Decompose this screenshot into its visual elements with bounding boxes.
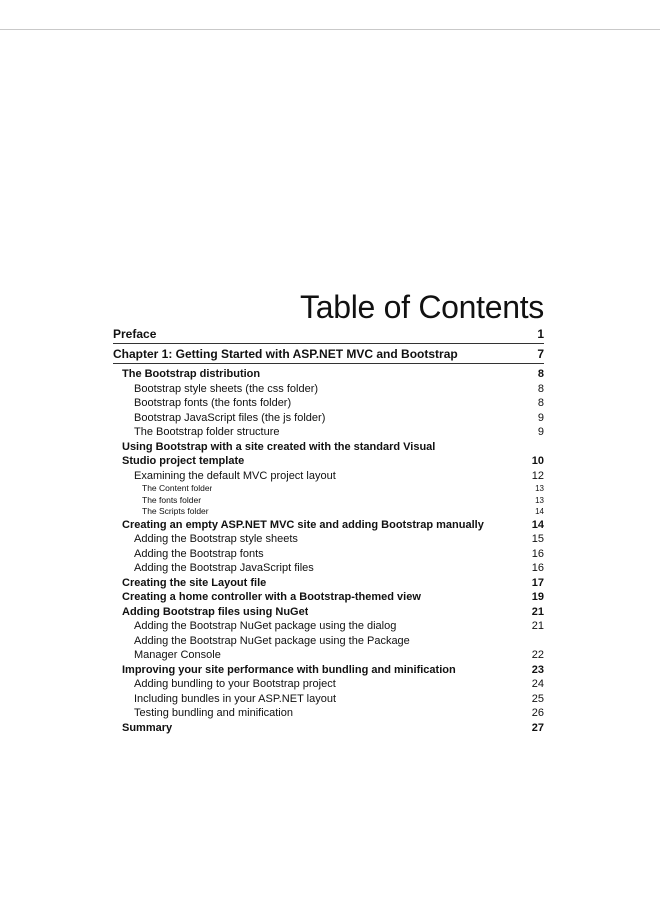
- toc-entry[interactable]: [113, 605, 544, 620]
- toc-entry-label: Chapter 1: Getting Started with ASP.NET MVC and Bootstrap: [113, 347, 458, 361]
- toc-entry-page-number: 10: [531, 455, 544, 467]
- toc-entry[interactable]: [113, 677, 544, 692]
- toc-entry[interactable]: [113, 561, 544, 576]
- toc-entry[interactable]: [113, 411, 544, 426]
- toc-entry-page-number: 13: [535, 484, 544, 493]
- toc-entry[interactable]: [113, 547, 544, 562]
- toc-entry[interactable]: [113, 469, 544, 484]
- toc-entry-page-number: 8: [537, 382, 544, 395]
- toc-entry-page-number: 8: [537, 368, 544, 380]
- toc-entry-page-number: 12: [531, 469, 544, 482]
- toc-entry[interactable]: [113, 425, 544, 440]
- toc-entry-label: Adding the Bootstrap JavaScript files: [134, 562, 314, 574]
- toc-entry-label: Adding the Bootstrap NuGet package using the dialog: [134, 620, 397, 632]
- toc-entry-page-number: 24: [531, 678, 544, 690]
- toc-entry[interactable]: [113, 532, 544, 547]
- toc-entry-label: Including bundles in your ASP.NET layout: [134, 692, 337, 705]
- toc-entry[interactable]: [113, 327, 544, 344]
- page-title: Table of Contents: [300, 289, 544, 326]
- toc-entry[interactable]: [113, 648, 544, 663]
- toc-entry[interactable]: [113, 576, 544, 591]
- toc-entry-label: Preface: [113, 327, 157, 341]
- toc-entry-label: Bootstrap fonts (the fonts folder): [134, 397, 292, 409]
- toc-entry-page-number: 14: [531, 518, 544, 531]
- toc-entry-page-number: 23: [531, 663, 544, 676]
- toc-entry-label: The Scripts folder: [142, 506, 209, 516]
- toc-entry-label: Creating the site Layout file: [122, 576, 267, 589]
- toc-entry-page-number: 21: [531, 620, 544, 632]
- toc-entry-page-number: 9: [537, 411, 544, 424]
- toc-entry-page-number: 14: [535, 507, 544, 516]
- toc-entry[interactable]: [113, 440, 544, 455]
- toc-entry[interactable]: [113, 367, 544, 382]
- toc-entry-label: Manager Console: [134, 649, 221, 661]
- toc-entry[interactable]: [113, 347, 544, 364]
- toc-entry[interactable]: [113, 590, 544, 605]
- toc-entry-label: Using Bootstrap with a site created with the standard Visual: [122, 440, 436, 453]
- toc-entry-page-number: 16: [531, 562, 544, 574]
- toc-entry-label: Testing bundling and minification: [134, 707, 293, 719]
- toc-entry-page-number: 7: [537, 347, 544, 361]
- page-top-divider: [0, 29, 660, 30]
- toc-entry[interactable]: [113, 382, 544, 397]
- toc-entry-label: Summary: [122, 721, 173, 734]
- toc-entry-page-number: 22: [531, 649, 544, 661]
- toc-entry-page-number: 21: [531, 605, 544, 618]
- toc-entry[interactable]: [113, 506, 544, 518]
- toc-entry-page-number: 1: [537, 327, 544, 341]
- toc-entry-label: Adding bundling to your Bootstrap project: [134, 678, 336, 690]
- toc-entry-label: Adding Bootstrap files using NuGet: [122, 605, 309, 618]
- toc-entry[interactable]: [113, 483, 544, 495]
- toc-entry-label: Examining the default MVC project layout: [134, 469, 336, 482]
- toc-entry-page-number: 13: [535, 495, 544, 505]
- toc-entry[interactable]: [113, 634, 544, 649]
- toc-entry-page-number: 15: [531, 533, 544, 545]
- toc-entry-page-number: 17: [531, 576, 544, 589]
- toc-entry[interactable]: [113, 619, 544, 634]
- toc-entry-page-number: 8: [537, 397, 544, 409]
- toc-entry-label: Adding the Bootstrap style sheets: [134, 533, 298, 545]
- toc-entry[interactable]: [113, 495, 544, 507]
- toc-entry-label: Creating an empty ASP.NET MVC site and adding Bootstrap manually: [122, 518, 484, 531]
- toc-entry-page-number: 9: [537, 426, 544, 438]
- toc-entry[interactable]: [113, 518, 544, 533]
- toc-entry[interactable]: [113, 454, 544, 469]
- toc-entry[interactable]: [113, 721, 544, 736]
- toc-entry-label: Bootstrap style sheets (the css folder): [134, 382, 319, 395]
- toc-entry-label: Creating a home controller with a Bootstrap-themed view: [122, 591, 421, 603]
- toc-entry[interactable]: [113, 692, 544, 707]
- toc-entry-label: Adding the Bootstrap NuGet package using the Package: [134, 634, 410, 647]
- toc-entry-label: Studio project template: [122, 455, 245, 467]
- toc-entry-label: The Bootstrap distribution: [122, 368, 261, 380]
- toc-entry-label: Bootstrap JavaScript files (the js folder): [134, 411, 326, 424]
- toc-entry[interactable]: [113, 396, 544, 411]
- toc-entry-label: The Content folder: [142, 483, 213, 493]
- toc-entry-page-number: 27: [531, 721, 544, 734]
- toc-entry-label: The Bootstrap folder structure: [134, 426, 280, 438]
- toc-entry-label: Improving your site performance with bundling and minification: [122, 663, 456, 676]
- toc-entry-label: The fonts folder: [142, 494, 202, 505]
- toc-entry-label: Adding the Bootstrap fonts: [134, 547, 264, 560]
- toc-entry-page-number: 19: [531, 591, 544, 603]
- toc-entry-page-number: 16: [531, 547, 544, 560]
- toc-entry-page-number: 25: [531, 692, 544, 705]
- toc-entry[interactable]: [113, 706, 544, 721]
- toc-entry-page-number: 26: [531, 707, 544, 719]
- toc-entry[interactable]: [113, 663, 544, 678]
- table-of-contents: [113, 327, 544, 735]
